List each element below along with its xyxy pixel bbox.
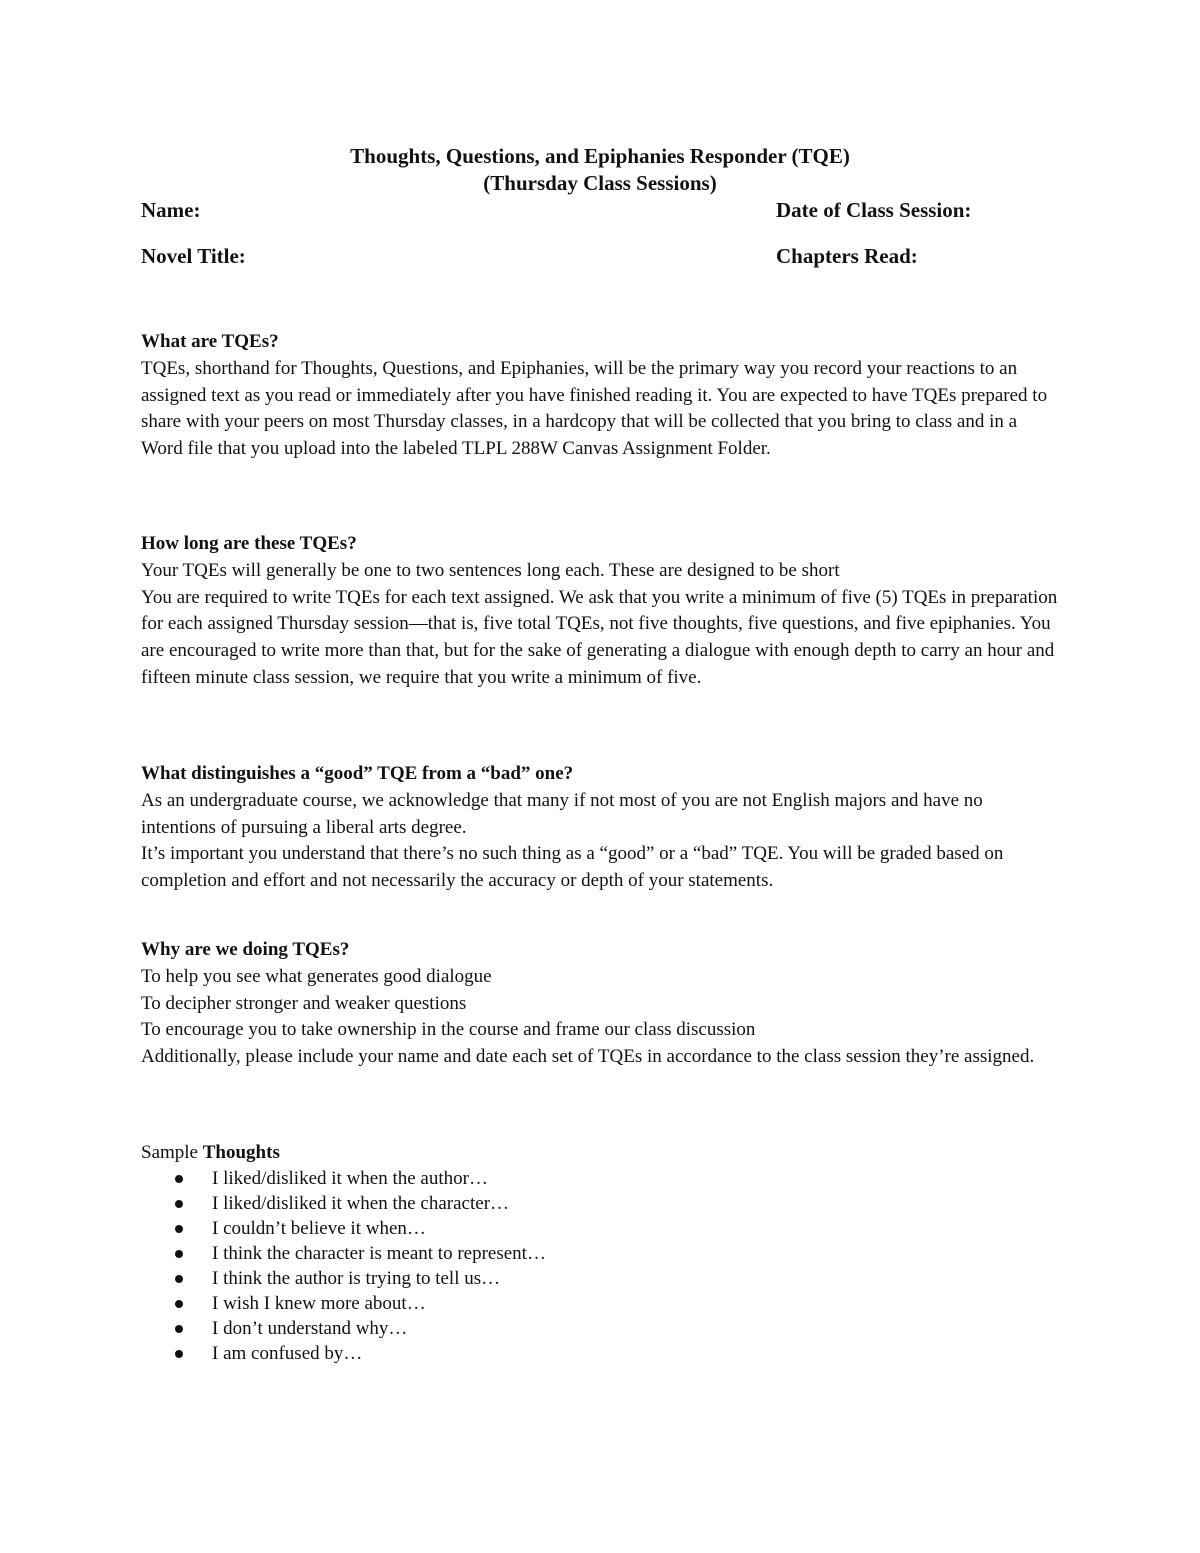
section-paragraph: To help you see what generates good dialogue	[141, 965, 492, 987]
section-paragraph: Your TQEs will generally be one to two sentences long each. These are designed to be short	[141, 559, 840, 581]
sample-thoughts-list	[141, 1166, 1061, 1366]
bullet-icon	[175, 1325, 183, 1333]
sample-prefix: Sample	[141, 1142, 203, 1163]
bullet-icon	[175, 1200, 183, 1208]
list-item-text: I am confused by…	[212, 1343, 363, 1364]
section-paragraph: To encourage you to take ownership in the course and frame our class discussion	[141, 1019, 756, 1041]
list-item-text: I couldn’t believe it when…	[212, 1218, 426, 1239]
list-item	[141, 1241, 1061, 1266]
section-how-long	[141, 531, 1061, 692]
document-subtitle: (Thursday Class Sessions)	[483, 171, 717, 195]
document-title: Thoughts, Questions, and Epiphanies Responder (TQE)	[350, 144, 850, 168]
section-what-are-tqes	[141, 329, 1061, 463]
chapters-read-field-label: Chapters Read:	[776, 244, 918, 268]
list-item-text: I liked/disliked it when the character…	[212, 1193, 510, 1214]
section-paragraph: It’s important you understand that there’s no such thing as a “good” or a “bad” TQE. You will be graded based on completion and effort and not necessarily the accuracy or depth of your statements.	[141, 843, 1004, 892]
list-item	[141, 1291, 1061, 1316]
list-item	[141, 1166, 1061, 1191]
section-heading: What distinguishes a “good” TQE from a “bad” one?	[141, 763, 574, 784]
section-paragraph: TQEs, shorthand for Thoughts, Questions, and Epiphanies, will be the primary way you record your reactions to an assigned text as you read or immediately after you have finished reading it. You are expected to have TQEs prepared to share with your peers on most Thursday classes, in a hardcopy that will be collected that you bring to class and in a Word file that you upload into the labeled TLPL 288W Canvas Assignment Folder.	[141, 357, 1048, 460]
section-paragraph: As an undergraduate course, we acknowledge that many if not most of you are not English majors and have no intentions of pursuing a liberal arts degree.	[141, 789, 983, 838]
section-heading: Why are we doing TQEs?	[141, 939, 350, 960]
list-item-text: I think the author is trying to tell us…	[212, 1268, 501, 1289]
title-block	[0, 143, 1200, 197]
list-item	[141, 1316, 1061, 1341]
section-sample-thoughts	[141, 1140, 1061, 1366]
list-item-text: I wish I knew more about…	[212, 1293, 426, 1314]
list-item	[141, 1266, 1061, 1291]
list-item-text: I liked/disliked it when the author…	[212, 1168, 488, 1189]
bullet-icon	[175, 1225, 183, 1233]
section-heading: How long are these TQEs?	[141, 533, 357, 554]
bullet-icon	[175, 1275, 183, 1283]
sample-label: Thoughts	[202, 1142, 280, 1163]
sample-heading	[141, 1140, 1061, 1166]
bullet-icon	[175, 1175, 183, 1183]
novel-title-field-label: Novel Title:	[141, 244, 246, 268]
name-field-label: Name:	[141, 198, 201, 222]
date-field-label: Date of Class Session:	[776, 198, 972, 222]
list-item	[141, 1191, 1061, 1216]
section-why-tqes	[141, 937, 1061, 1071]
list-item	[141, 1216, 1061, 1241]
list-item	[141, 1341, 1061, 1366]
bullet-icon	[175, 1250, 183, 1258]
list-item-text: I think the character is meant to represent…	[212, 1243, 546, 1264]
list-item-text: I don’t understand why…	[212, 1318, 408, 1339]
section-good-vs-bad	[141, 761, 1061, 895]
section-heading: What are TQEs?	[141, 331, 279, 352]
section-paragraph: You are required to write TQEs for each text assigned. We ask that you write a minimum of five (5) TQEs in preparation for each assigned Thursday session—that is, five total TQEs, not five thoughts, five questions, and five epiphanies. You are encouraged to write more than that, but for the sake of generating a dialogue with enough depth to carry an hour and fifteen minute class session, we require that you write a minimum of five.	[141, 586, 1058, 688]
bullet-icon	[175, 1300, 183, 1308]
bullet-icon	[175, 1350, 183, 1358]
section-paragraph: Additionally, please include your name and date each set of TQEs in accordance to the class session they’re assigned.	[141, 1046, 1035, 1068]
section-paragraph: To decipher stronger and weaker questions	[141, 992, 467, 1014]
